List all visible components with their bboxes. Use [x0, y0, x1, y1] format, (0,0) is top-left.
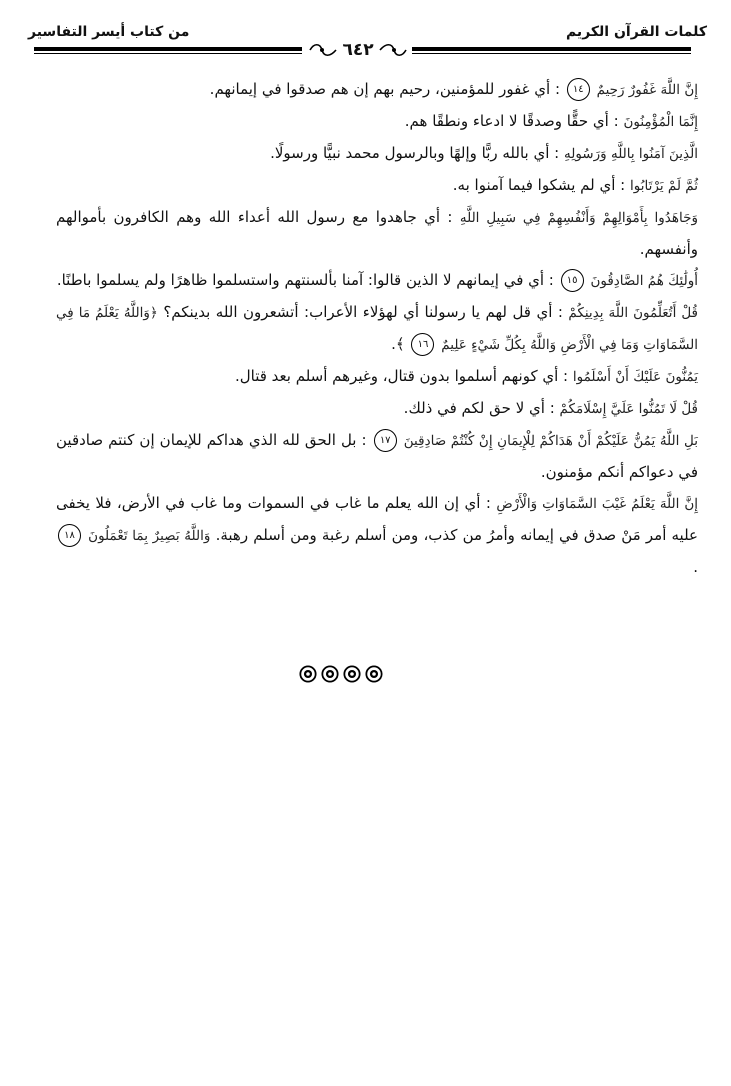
quran-term: إِنَّمَا الْمُؤْمِنُونَ [623, 114, 698, 130]
ayah-number: ١٧ [374, 429, 397, 452]
entry-text: : بل الحق لله الذي هداكم للإيمان إن كنتم صادقين في دعواكم أنكم مؤمنون. [56, 431, 698, 481]
entry [56, 138, 698, 170]
quote-end: ﴾. [391, 335, 405, 353]
page-number: ٦٤٢ [342, 40, 374, 60]
entry [56, 202, 698, 265]
quran-term: ثُمَّ لَمْ يَرْتَابُوا [630, 178, 698, 194]
header-rule-left [34, 47, 302, 51]
entry-text: : أي غفور للمؤمنين، رحيم بهم إن هم صدقوا في إيمانهم. [209, 80, 561, 98]
entry [56, 265, 698, 297]
entry-text: : أي حقًّا وصدقًا لا ادعاء ونطقًا هم. [404, 112, 619, 130]
entry [56, 170, 698, 202]
quran-term: يَمُنُّونَ عَلَيْكَ أَنْ أَسْلَمُوا [572, 369, 698, 385]
ornament-flourish-icon [308, 41, 338, 59]
quran-term: قُلْ لَا تَمُنُّوا عَلَيَّ إِسْلَامَكُمْ [559, 401, 698, 417]
header-rule-left-thin [34, 53, 302, 54]
header-rule-right [412, 47, 691, 51]
quote-end: . [693, 558, 698, 576]
flower-ornament-icon [321, 665, 339, 683]
ayah-number: ١٨ [58, 524, 81, 547]
entry-text: : أي قل لهم يا رسولنا أي لهؤلاء الأعراب: أتشعرون الله بدينكم؟ [163, 303, 563, 321]
entry [56, 106, 698, 138]
ayah-number: ١٦ [411, 333, 434, 356]
entry-text: : أي لم يشكوا فيما آمنوا به. [452, 176, 626, 194]
quran-term: الَّذِينَ آمَنُوا بِاللَّهِ وَرَسُولِهِ [563, 146, 698, 162]
entry-text: : أي كونهم أسلموا بدون قتال، وغيرهم أسلم بعد قتال. [234, 367, 569, 385]
glossary-body [56, 74, 698, 583]
page-number-ornament [304, 38, 412, 62]
entry-text: : أي بالله ربًّا وإلهًا وبالرسول محمد نبيًّا ورسولًا. [270, 144, 560, 162]
entry-text: : أي لا حق لكم في ذلك. [403, 399, 555, 417]
entry [56, 297, 698, 361]
entry [56, 361, 698, 393]
quran-quote: ﴿وَاللَّهُ يَعْلَمُ مَا فِي السَّمَاوَاتِ وَمَا فِي الْأَرْضِ وَاللَّهُ بِكُلِّ شَيْءٍ عَلِيمٌ [56, 305, 698, 353]
entry [56, 74, 698, 106]
quran-term: وَجَاهَدُوا بِأَمْوَالِهِمْ وَأَنْفُسِهِمْ فِي سَبِيلِ اللَّهِ [459, 210, 698, 226]
header-rule-right-thin [412, 53, 691, 54]
quran-term: إِنَّ اللَّهَ يَعْلَمُ غَيْبَ السَّمَاوَاتِ وَالْأَرْضِ [496, 496, 699, 512]
flower-ornament-icon [299, 665, 317, 683]
entry-text: : أي إن الله يعلم ما غاب في السموات وما غاب في الأرض، فلا يخفى عليه أمر مَنْ صدق في إيمانه وأمرُ من كذب، ومن أسلم رغبة ومن أسلم رهبة. [56, 494, 698, 544]
entry [56, 425, 698, 488]
ayah-number: ١٥ [561, 269, 584, 292]
quran-quote: وَاللَّهُ بَصِيرٌ بِمَا تَعْمَلُونَ [88, 528, 211, 544]
ayah-number: ١٤ [567, 78, 590, 101]
quran-term: إِنَّ اللَّهَ غَفُورٌ رَحِيمٌ [596, 82, 698, 98]
entry [56, 488, 698, 583]
section-end-ornament [296, 665, 386, 685]
ornament-flourish-icon [378, 41, 408, 59]
header-source-title: من كتاب أيسر التفاسير [28, 24, 190, 40]
flower-ornament-icon [365, 665, 383, 683]
entry [56, 393, 698, 425]
quran-term: قُلْ أَتُعَلِّمُونَ اللَّهَ بِدِينِكُمْ [568, 305, 699, 321]
entry-text: : أي جاهدوا مع رسول الله أعداء الله وهم الكافرون بأموالهم وأنفسهم. [56, 208, 698, 258]
quran-term: بَلِ اللَّهُ يَمُنُّ عَلَيْكُمْ أَنْ هَدَاكُمْ لِلْإِيمَانِ إِنْ كُنْتُمْ صَادِقِينَ [403, 433, 698, 449]
flower-ornament-icon [343, 665, 361, 683]
entry-text: : أي في إيمانهم لا الذين قالوا: آمنا بألسنتهم واستسلموا ظاهرًا ولم يسلموا باطنًا. [56, 271, 554, 289]
quran-term: أُولَٰئِكَ هُمُ الصَّادِقُونَ [590, 273, 698, 289]
header-book-title: كلمات القرآن الكريم [565, 24, 707, 40]
